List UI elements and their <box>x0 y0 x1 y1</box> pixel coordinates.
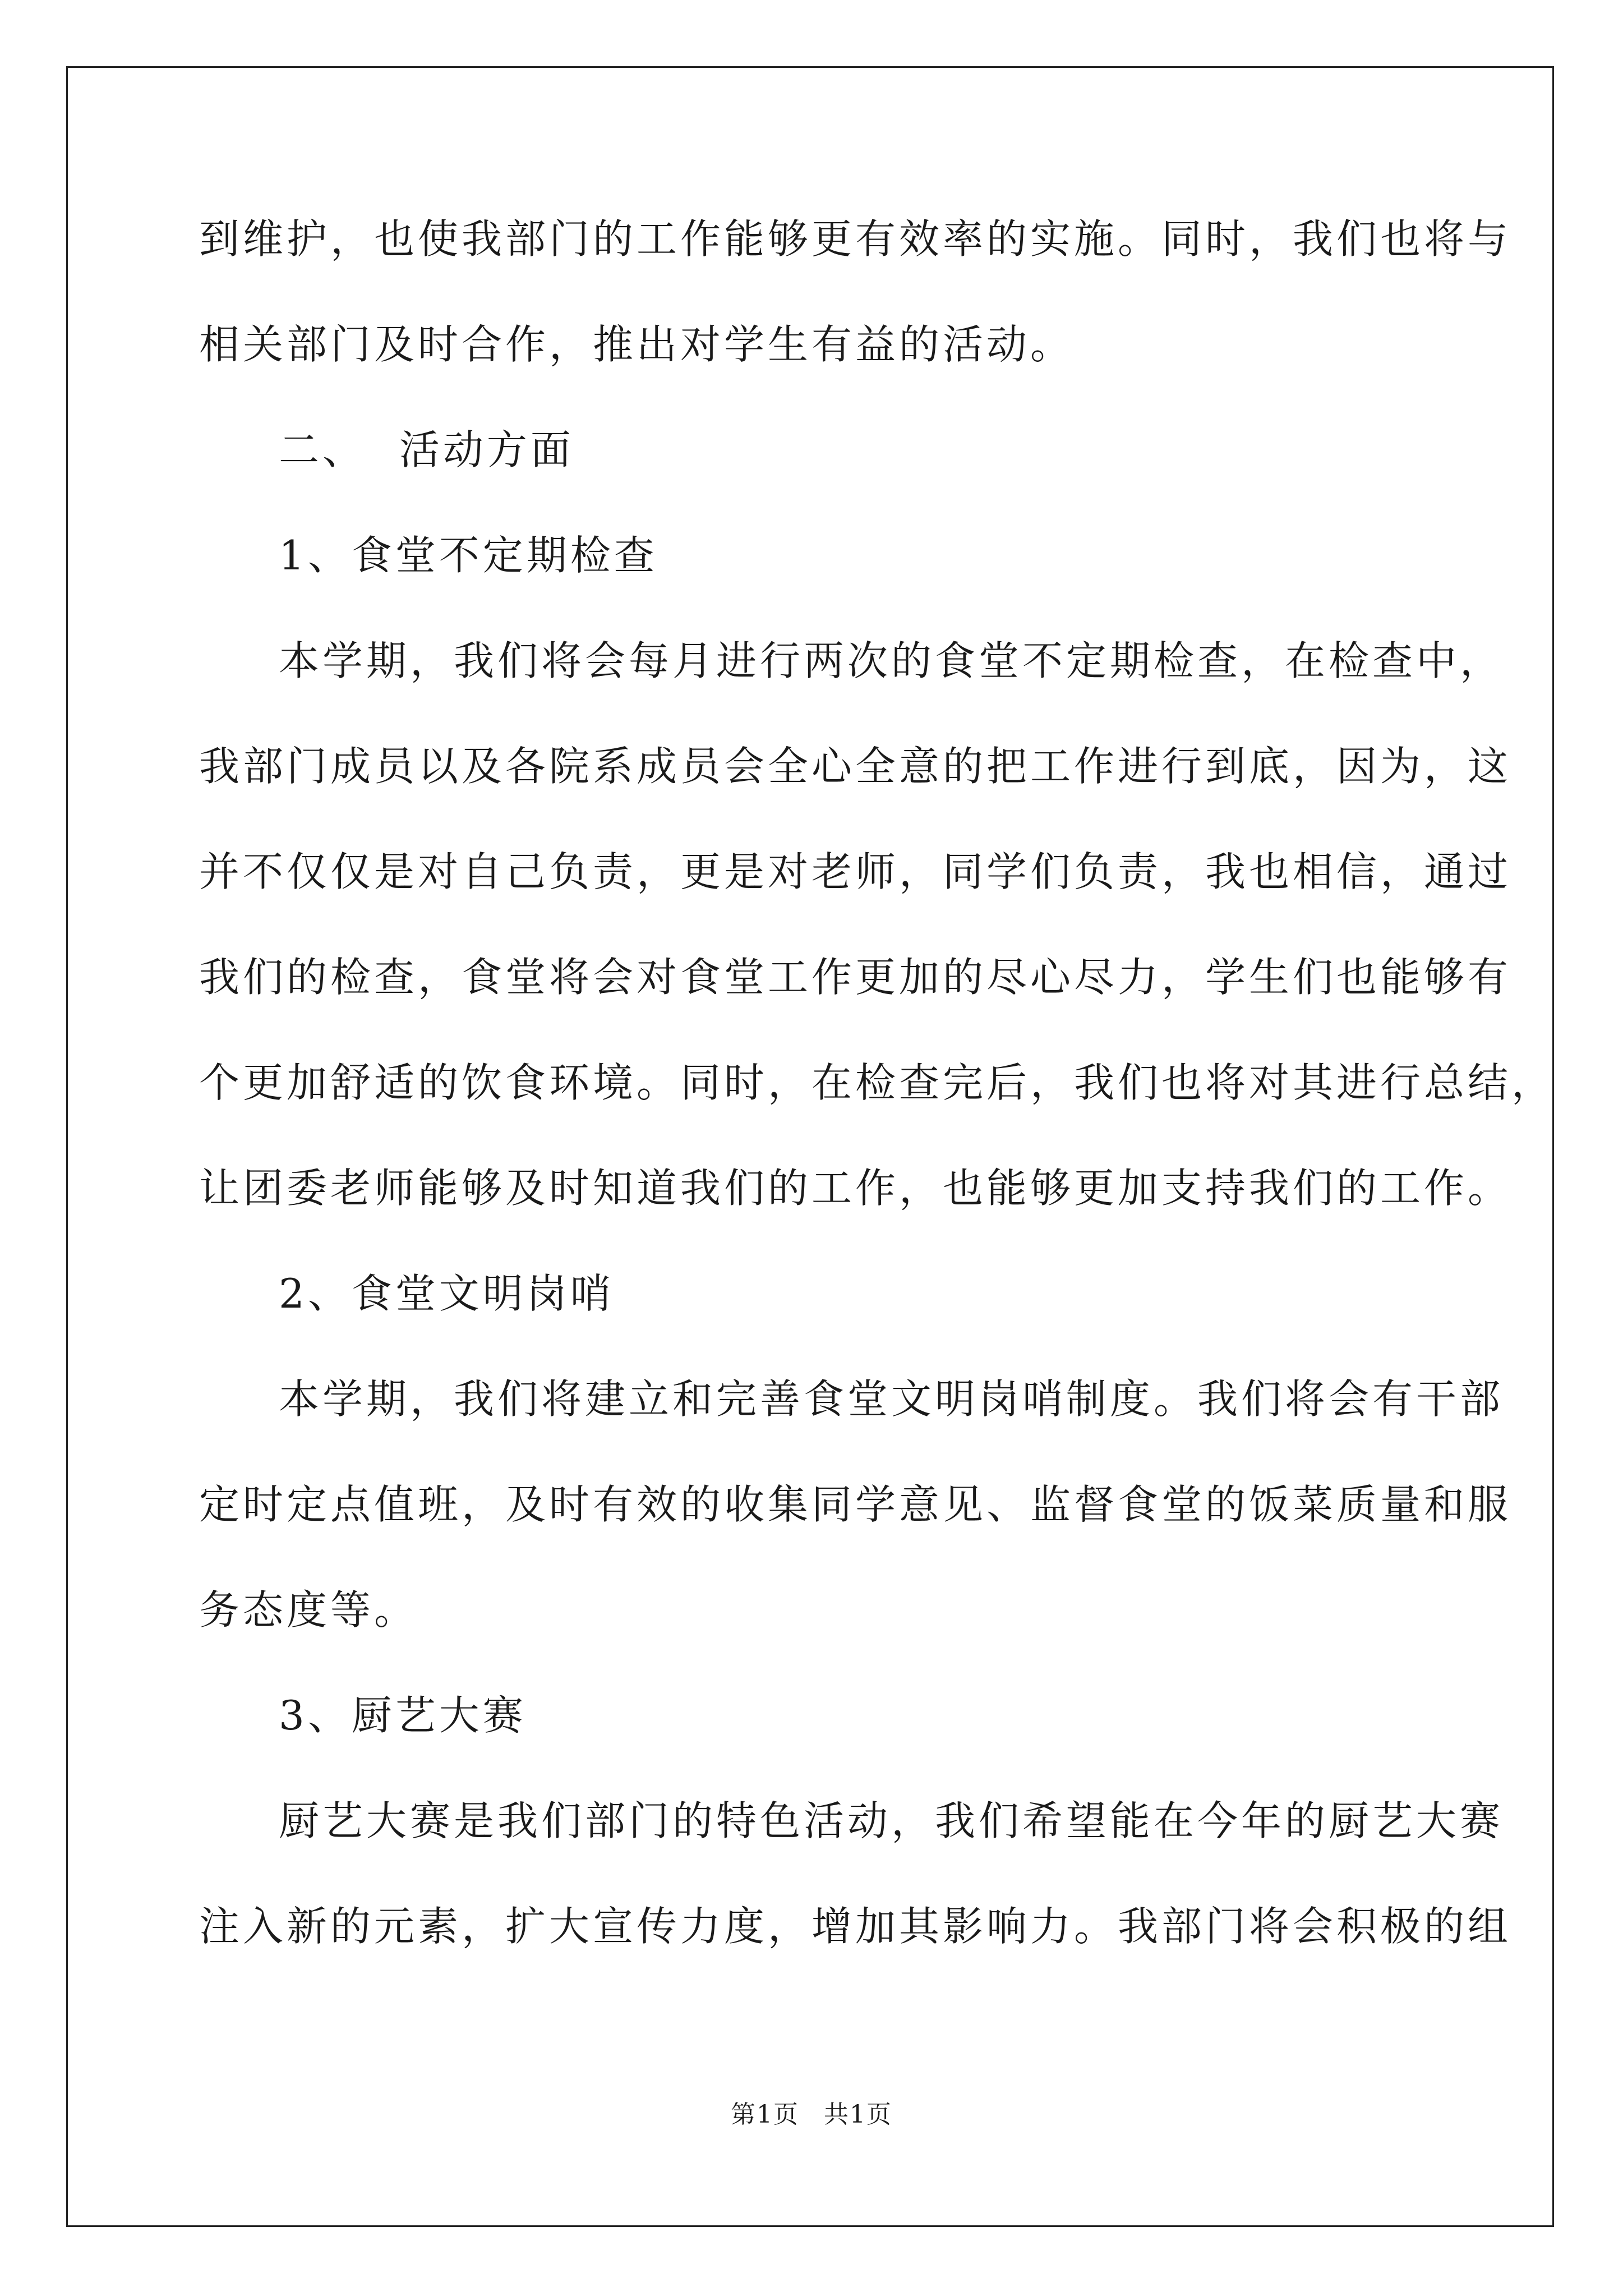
subsection-heading: 2、食堂文明岗哨 <box>279 1270 614 1317</box>
paragraph-line: 本学期，我们将会每月进行两次的食堂不定期检查，在检查中， <box>279 637 1504 684</box>
paragraph-line: 定时定点值班，及时有效的收集同学意见、监督食堂的饭菜质量和服 <box>199 1481 1512 1528</box>
paragraph-line: 我们的检查，食堂将会对食堂工作更加的尽心尽力，学生们也能够有 <box>199 954 1512 1001</box>
paragraph-line: 我部门成员以及各院系成员会全心全意的把工作进行到底，因为，这 <box>199 743 1512 790</box>
subsection-heading: 3、厨艺大赛 <box>279 1692 527 1739</box>
page-number: 第1页 <box>731 2100 799 2129</box>
paragraph-line: 个更加舒适的饮食环境。同时，在检查完后，我们也将对其进行总结， <box>199 1059 1556 1106</box>
paragraph-line: 让团委老师能够及时知道我们的工作，也能够更加支持我们的工作。 <box>199 1165 1512 1212</box>
paragraph-line: 本学期，我们将建立和完善食堂文明岗哨制度。我们将会有干部 <box>279 1375 1504 1423</box>
section-heading: 二、 活动方面 <box>279 426 574 473</box>
paragraph-line: 并不仅仅是对自己负责，更是对老师，同学们负责，我也相信，通过 <box>199 848 1512 895</box>
subsection-heading: 1、食堂不定期检查 <box>279 532 658 579</box>
paragraph-line: 厨艺大赛是我们部门的特色活动，我们希望能在今年的厨艺大赛 <box>279 1797 1504 1844</box>
page-total: 共1页 <box>824 2100 892 2129</box>
paragraph-line: 注入新的元素，扩大宣传力度，增加其影响力。我部门将会积极的组 <box>199 1903 1512 1950</box>
page-footer <box>0 2098 1623 2132</box>
paragraph-line: 相关部门及时合作，推出对学生有益的活动。 <box>199 321 1075 368</box>
paragraph-line: 到维护，也使我部门的工作能够更有效率的实施。同时，我们也将与 <box>199 215 1512 263</box>
paragraph-line: 务态度等。 <box>199 1586 418 1634</box>
